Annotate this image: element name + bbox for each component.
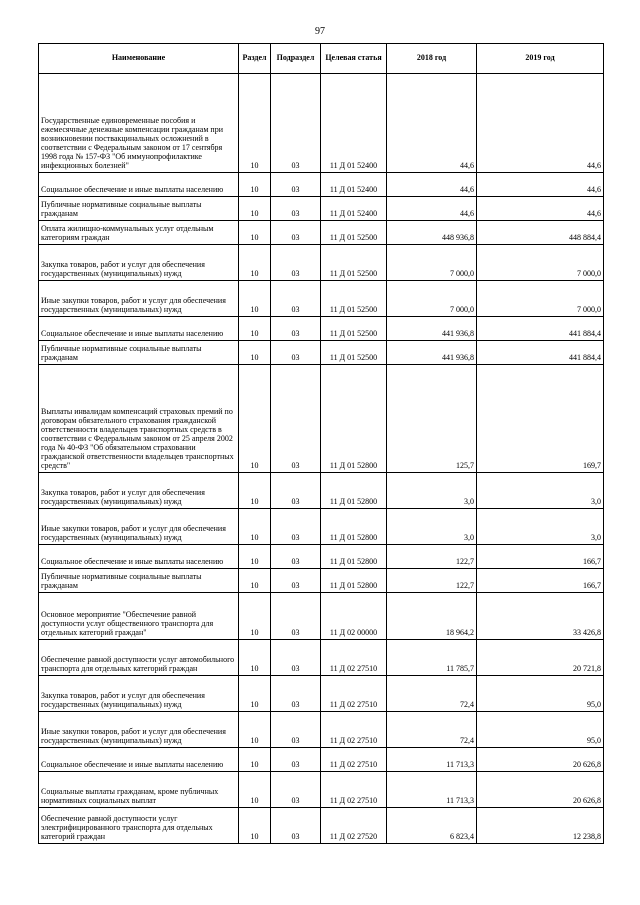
row-subsection: 03 <box>271 365 321 473</box>
row-2019: 44,6 <box>477 74 604 173</box>
row-name: Обеспечение равной доступности услуг электрифицированного транспорта для отдельных категорий граждан <box>39 808 239 844</box>
header-2018: 2018 год <box>387 44 477 74</box>
row-subsection: 03 <box>271 197 321 221</box>
row-subsection: 03 <box>271 341 321 365</box>
row-section: 10 <box>239 341 271 365</box>
row-section: 10 <box>239 748 271 772</box>
row-subsection: 03 <box>271 808 321 844</box>
table-row <box>39 640 604 676</box>
row-name: Закупка товаров, работ и услуг для обеспечения государственных (муниципальных) нужд <box>39 245 239 281</box>
row-name: Публичные нормативные социальные выплаты гражданам <box>39 197 239 221</box>
row-subsection: 03 <box>271 593 321 640</box>
row-subsection: 03 <box>271 772 321 808</box>
row-section: 10 <box>239 593 271 640</box>
row-target-article: 11 Д 02 27520 <box>321 808 387 844</box>
row-subsection: 03 <box>271 245 321 281</box>
row-2018: 44,6 <box>387 74 477 173</box>
table-row <box>39 593 604 640</box>
row-section: 10 <box>239 772 271 808</box>
table-row <box>39 281 604 317</box>
row-2018: 7 000,0 <box>387 245 477 281</box>
row-target-article: 11 Д 01 52800 <box>321 509 387 545</box>
row-subsection: 03 <box>271 545 321 569</box>
row-name: Социальное обеспечение и иные выплаты населению <box>39 173 239 197</box>
row-target-article: 11 Д 01 52400 <box>321 74 387 173</box>
row-name: Основное мероприятие "Обеспечение равной доступности услуг общественного транспорта для отдельных категорий граждан" <box>39 593 239 640</box>
row-section: 10 <box>239 281 271 317</box>
row-name: Иные закупки товаров, работ и услуг для обеспечения государственных (муниципальных) нужд <box>39 712 239 748</box>
row-2019: 20 626,8 <box>477 772 604 808</box>
row-2019: 448 884,4 <box>477 221 604 245</box>
row-target-article: 11 Д 01 52800 <box>321 545 387 569</box>
row-section: 10 <box>239 569 271 593</box>
table-row <box>39 545 604 569</box>
row-2019: 33 426,8 <box>477 593 604 640</box>
row-subsection: 03 <box>271 317 321 341</box>
row-section: 10 <box>239 473 271 509</box>
row-2019: 44,6 <box>477 173 604 197</box>
row-target-article: 11 Д 01 52500 <box>321 245 387 281</box>
row-2018: 3,0 <box>387 509 477 545</box>
row-target-article: 11 Д 01 52800 <box>321 365 387 473</box>
row-subsection: 03 <box>271 748 321 772</box>
row-subsection: 03 <box>271 569 321 593</box>
table-row <box>39 173 604 197</box>
row-name: Публичные нормативные социальные выплаты гражданам <box>39 341 239 365</box>
row-section: 10 <box>239 173 271 197</box>
row-2019: 95,0 <box>477 712 604 748</box>
row-2018: 122,7 <box>387 569 477 593</box>
row-2018: 44,6 <box>387 173 477 197</box>
row-2018: 18 964,2 <box>387 593 477 640</box>
row-2019: 44,6 <box>477 197 604 221</box>
row-target-article: 11 Д 01 52500 <box>321 341 387 365</box>
row-2018: 448 936,8 <box>387 221 477 245</box>
row-target-article: 11 Д 02 27510 <box>321 676 387 712</box>
row-target-article: 11 Д 02 27510 <box>321 772 387 808</box>
row-target-article: 11 Д 01 52800 <box>321 473 387 509</box>
table-header-row <box>39 44 604 74</box>
row-section: 10 <box>239 640 271 676</box>
row-2018: 11 785,7 <box>387 640 477 676</box>
row-name: Закупка товаров, работ и услуг для обеспечения государственных (муниципальных) нужд <box>39 676 239 712</box>
table-row <box>39 676 604 712</box>
row-subsection: 03 <box>271 712 321 748</box>
row-2018: 72,4 <box>387 676 477 712</box>
row-subsection: 03 <box>271 676 321 712</box>
table-row <box>39 712 604 748</box>
table-row <box>39 245 604 281</box>
row-section: 10 <box>239 317 271 341</box>
row-subsection: 03 <box>271 74 321 173</box>
row-2018: 11 713,3 <box>387 772 477 808</box>
row-2019: 441 884,4 <box>477 317 604 341</box>
row-2018: 7 000,0 <box>387 281 477 317</box>
row-section: 10 <box>239 509 271 545</box>
row-2018: 122,7 <box>387 545 477 569</box>
row-name: Государственные единовременные пособия и ежемесячные денежные компенсации гражданам при возникновении поствакцинальных осложнений в соответствии с Федеральным законом от 17 сентября 1998 года № 157-ФЗ "Об иммунопрофилактике инфекционных болезней" <box>39 74 239 173</box>
row-2019: 95,0 <box>477 676 604 712</box>
row-2018: 44,6 <box>387 197 477 221</box>
row-section: 10 <box>239 74 271 173</box>
row-target-article: 11 Д 01 52500 <box>321 317 387 341</box>
row-subsection: 03 <box>271 509 321 545</box>
table-row <box>39 365 604 473</box>
row-section: 10 <box>239 365 271 473</box>
table-row <box>39 341 604 365</box>
table-row <box>39 221 604 245</box>
header-section: Раздел <box>239 44 271 74</box>
page-number: 97 <box>315 26 325 37</box>
row-target-article: 11 Д 01 52400 <box>321 197 387 221</box>
row-target-article: 11 Д 02 27510 <box>321 712 387 748</box>
table-row <box>39 317 604 341</box>
row-2018: 11 713,3 <box>387 748 477 772</box>
row-2018: 441 936,8 <box>387 341 477 365</box>
row-section: 10 <box>239 545 271 569</box>
row-name: Выплаты инвалидам компенсаций страховых премий по договорам обязательного страхования гражданской ответственности владельцев транспортных средств в соответствии с Федеральным законом от 25 апреля 2002 года № 40-ФЗ "Об обязательном страховании гражданской ответственности владельцев транспортных средств" <box>39 365 239 473</box>
table-row <box>39 808 604 844</box>
row-name: Социальное обеспечение и иные выплаты населению <box>39 748 239 772</box>
table-row <box>39 74 604 173</box>
row-target-article: 11 Д 02 27510 <box>321 748 387 772</box>
row-2019: 12 238,8 <box>477 808 604 844</box>
row-2019: 166,7 <box>477 545 604 569</box>
row-name: Публичные нормативные социальные выплаты гражданам <box>39 569 239 593</box>
table-row <box>39 509 604 545</box>
row-2019: 7 000,0 <box>477 245 604 281</box>
row-2018: 6 823,4 <box>387 808 477 844</box>
row-2018: 441 936,8 <box>387 317 477 341</box>
row-name: Иные закупки товаров, работ и услуг для обеспечения государственных (муниципальных) нужд <box>39 509 239 545</box>
row-2019: 20 626,8 <box>477 748 604 772</box>
row-name: Иные закупки товаров, работ и услуг для обеспечения государственных (муниципальных) нужд <box>39 281 239 317</box>
row-subsection: 03 <box>271 221 321 245</box>
row-name: Социальные выплаты гражданам, кроме публичных нормативных социальных выплат <box>39 772 239 808</box>
row-target-article: 11 Д 01 52500 <box>321 281 387 317</box>
row-2019: 3,0 <box>477 509 604 545</box>
table-row <box>39 473 604 509</box>
table-row <box>39 772 604 808</box>
header-name: Наименование <box>39 44 239 74</box>
table-row <box>39 197 604 221</box>
row-section: 10 <box>239 245 271 281</box>
row-name: Закупка товаров, работ и услуг для обеспечения государственных (муниципальных) нужд <box>39 473 239 509</box>
header-2019: 2019 год <box>477 44 604 74</box>
table-row <box>39 569 604 593</box>
row-subsection: 03 <box>271 173 321 197</box>
row-2019: 20 721,8 <box>477 640 604 676</box>
row-target-article: 11 Д 02 00000 <box>321 593 387 640</box>
row-2019: 166,7 <box>477 569 604 593</box>
header-target-article: Целевая статья <box>321 44 387 74</box>
row-section: 10 <box>239 197 271 221</box>
row-section: 10 <box>239 712 271 748</box>
row-2018: 72,4 <box>387 712 477 748</box>
row-2019: 3,0 <box>477 473 604 509</box>
budget-table <box>38 43 604 844</box>
row-target-article: 11 Д 01 52500 <box>321 221 387 245</box>
row-target-article: 11 Д 01 52800 <box>321 569 387 593</box>
row-2018: 3,0 <box>387 473 477 509</box>
row-target-article: 11 Д 02 27510 <box>321 640 387 676</box>
row-name: Оплата жилищно-коммунальных услуг отдельным категориям граждан <box>39 221 239 245</box>
row-section: 10 <box>239 221 271 245</box>
row-2019: 441 884,4 <box>477 341 604 365</box>
row-2018: 125,7 <box>387 365 477 473</box>
row-2019: 169,7 <box>477 365 604 473</box>
table-row <box>39 748 604 772</box>
header-subsection: Подраздел <box>271 44 321 74</box>
row-2019: 7 000,0 <box>477 281 604 317</box>
row-target-article: 11 Д 01 52400 <box>321 173 387 197</box>
row-section: 10 <box>239 808 271 844</box>
row-subsection: 03 <box>271 473 321 509</box>
row-name: Социальное обеспечение и иные выплаты населению <box>39 545 239 569</box>
row-name: Социальное обеспечение и иные выплаты населению <box>39 317 239 341</box>
row-name: Обеспечение равной доступности услуг автомобильного транспорта для отдельных категорий граждан <box>39 640 239 676</box>
row-subsection: 03 <box>271 640 321 676</box>
row-subsection: 03 <box>271 281 321 317</box>
row-section: 10 <box>239 676 271 712</box>
